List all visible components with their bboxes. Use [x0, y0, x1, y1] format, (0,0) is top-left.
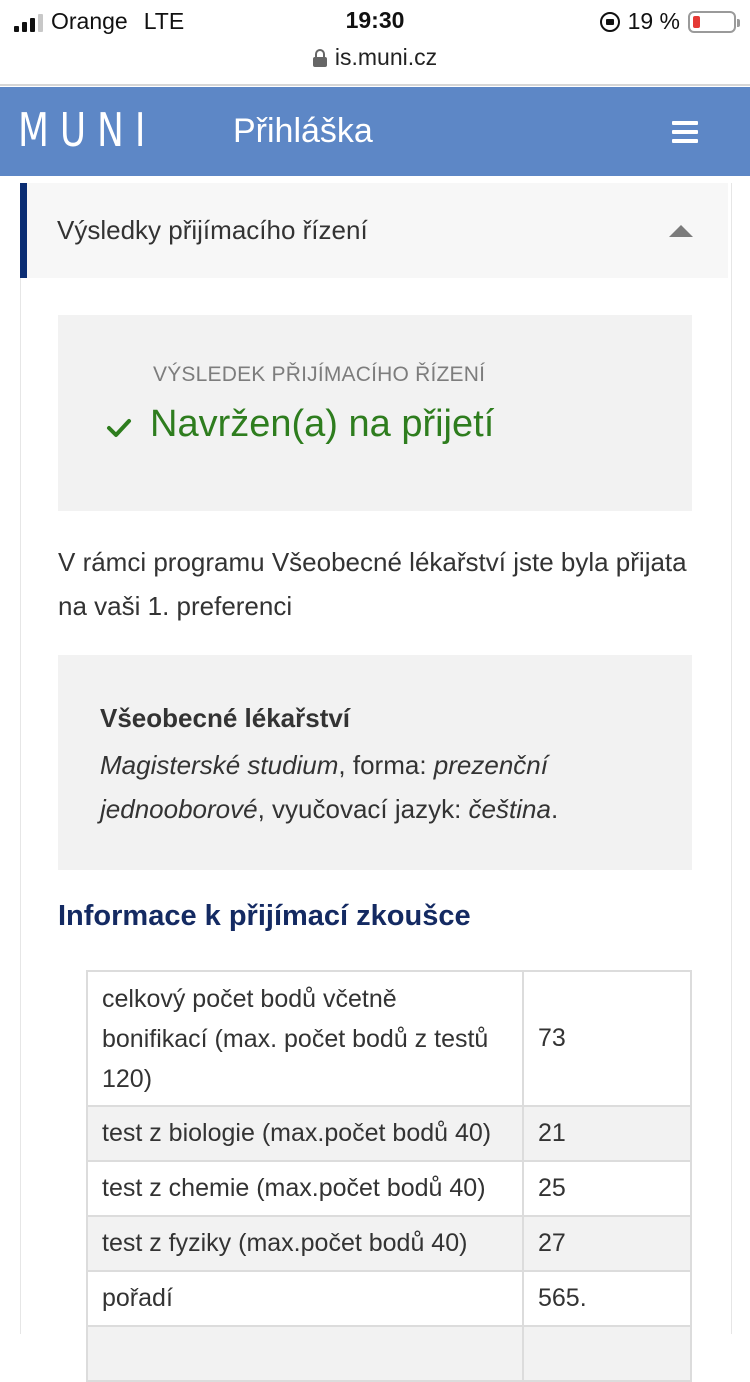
- table-row: [87, 971, 691, 1106]
- table-cell-label: test z biologie (max.počet bodů 40): [87, 1106, 523, 1161]
- padlock-icon: [313, 49, 327, 67]
- form-label: , forma:: [338, 750, 434, 780]
- result-value: Navržen(a) na přijetí: [150, 403, 495, 445]
- program-end: .: [550, 794, 559, 824]
- language-label: , vyučovací jazyk:: [257, 794, 469, 824]
- table-cell-value: 25: [523, 1161, 691, 1216]
- checkmark-icon: [106, 417, 132, 439]
- table-row: [87, 1271, 691, 1326]
- program-type: Magisterské studium: [100, 750, 339, 780]
- accordion-title[interactable]: Výsledky přijímacího řízení: [57, 215, 368, 245]
- table-cell-label: test z fyziky (max.počet bodů 40): [87, 1216, 523, 1271]
- battery-percent: 19 %: [627, 8, 680, 34]
- url-bar[interactable]: [0, 42, 750, 84]
- status-right: [600, 8, 736, 35]
- table-row: [87, 1216, 691, 1271]
- table-cell-value: 73: [523, 971, 691, 1106]
- table-cell-label: test z chemie (max.počet bodů 40): [87, 1161, 523, 1216]
- carrier-name: Orange: [51, 8, 128, 34]
- site-header: [0, 87, 750, 176]
- admission-description: V rámci programu Všeobecné lékařství jste byla přijata na vaši 1. preferenci: [58, 547, 687, 621]
- program-language: čeština: [468, 794, 551, 824]
- table-cell-value: 21: [523, 1106, 691, 1161]
- table-row-partial: [87, 1326, 691, 1381]
- program-details: [100, 743, 660, 831]
- orientation-lock-icon: [600, 12, 620, 32]
- program-name: Všeobecné lékařství: [100, 703, 351, 733]
- status-bar: [0, 0, 750, 42]
- table-cell-label: pořadí: [87, 1271, 523, 1326]
- result-box: [58, 315, 692, 511]
- table-row: [87, 1106, 691, 1161]
- program-form: prezenční jednooborové: [100, 750, 548, 824]
- battery-level: [693, 16, 700, 28]
- network-type: LTE: [143, 8, 185, 34]
- url-domain[interactable]: is.muni.cz: [334, 44, 438, 70]
- battery-icon: [688, 11, 736, 33]
- caret-up-icon[interactable]: [669, 225, 693, 237]
- exam-results-table: [86, 970, 692, 1382]
- table-cell-label: celkový počet bodů včetně bonifikací (max. počet bodů z testů 120): [87, 971, 523, 1106]
- table-row: [87, 1161, 691, 1216]
- muni-logo[interactable]: MUNI: [18, 103, 157, 157]
- exam-info-heading: Informace k přijímací zkoušce: [58, 900, 471, 932]
- result-label: VÝSLEDEK PŘIJÍMACÍHO ŘÍZENÍ: [153, 363, 486, 386]
- table-cell-value: 565.: [523, 1271, 691, 1326]
- url-bar-divider: [0, 84, 750, 86]
- clock: 19:30: [345, 7, 405, 33]
- accordion-results[interactable]: [20, 183, 728, 278]
- table-cell-value: 27: [523, 1216, 691, 1271]
- page-title: Přihláška: [233, 112, 373, 150]
- program-box: [58, 655, 692, 870]
- hamburger-menu-icon[interactable]: [672, 121, 698, 143]
